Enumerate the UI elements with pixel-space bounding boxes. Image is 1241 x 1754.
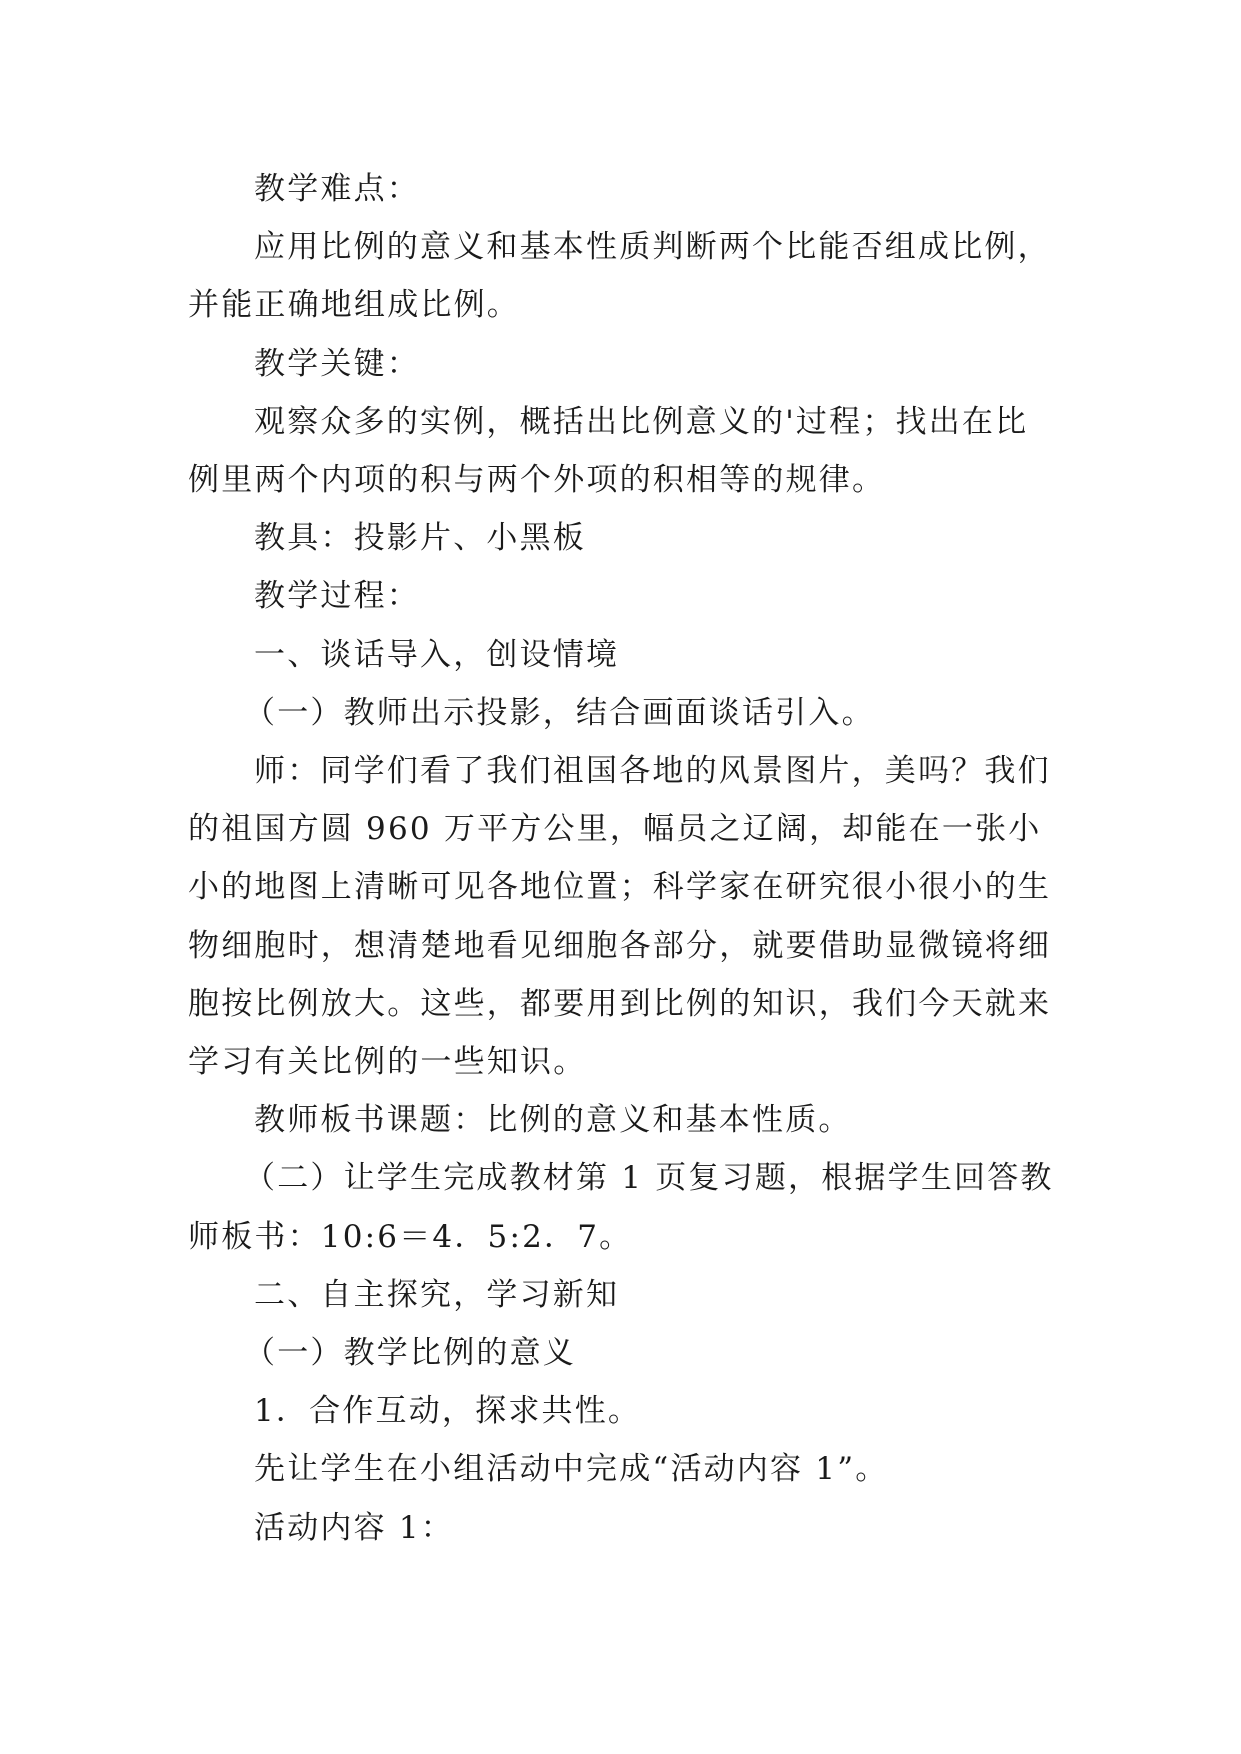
paragraph-difficulty-content: 应用比例的意义和基本性质判断两个比能否组成比例，并能正确地组成比例。 [188, 229, 1051, 324]
section-heading-explore: 二、自主探究，学习新知 [254, 1276, 620, 1313]
section-heading-intro: 一、谈话导入，创设情境 [254, 636, 620, 673]
paragraph-board-title: 教师板书课题：比例的意义和基本性质。 [254, 1102, 852, 1139]
paragraph-key-content: 观察众多的实例，概括出比例意义的'过程；找出在比例里两个内项的积与两个外项的积相等的规律。 [188, 403, 1029, 499]
subsection-heading-projection: （一）教师出示投影，结合画面谈话引入。 [244, 694, 875, 731]
paragraph-teaching-aids: 教具：投影片、小黑板 [254, 520, 586, 557]
heading-teaching-difficulty: 教学难点： [254, 171, 420, 207]
heading-teaching-process: 教学过程： [254, 578, 420, 615]
heading-activity-content-1: 活动内容 1： [254, 1509, 454, 1546]
paragraph-review-exercise: （二）让学生完成教材第 1 页复习题，根据学生回答教师板书：10:6＝4．5:2．7。 [188, 1160, 1054, 1255]
heading-teaching-key: 教学关键： [254, 345, 420, 382]
subsection-heading-meaning: （一）教学比例的意义 [244, 1335, 576, 1372]
paragraph-group-activity: 先让学生在小组活动中完成“活动内容 1”。 [254, 1451, 889, 1488]
list-item-cooperation: 1．合作互动，探求共性。 [254, 1393, 642, 1430]
paragraph-teacher-speech: 师：同学们看了我们祖国各地的风景图片，美吗？我们的祖国方圆 960 万平方公里，幅员之辽阔，却能在一张小小的地图上清晰可见各地位置；科学家在研究很小很小的生物细胞时，想清楚地看见细胞各部分，就要借助显微镜将细胞按比例放大。这些，都要用到比例的知识，我们今天就来学习有关比例的一些知识。 [188, 753, 1052, 1081]
document-body [188, 160, 1060, 1557]
